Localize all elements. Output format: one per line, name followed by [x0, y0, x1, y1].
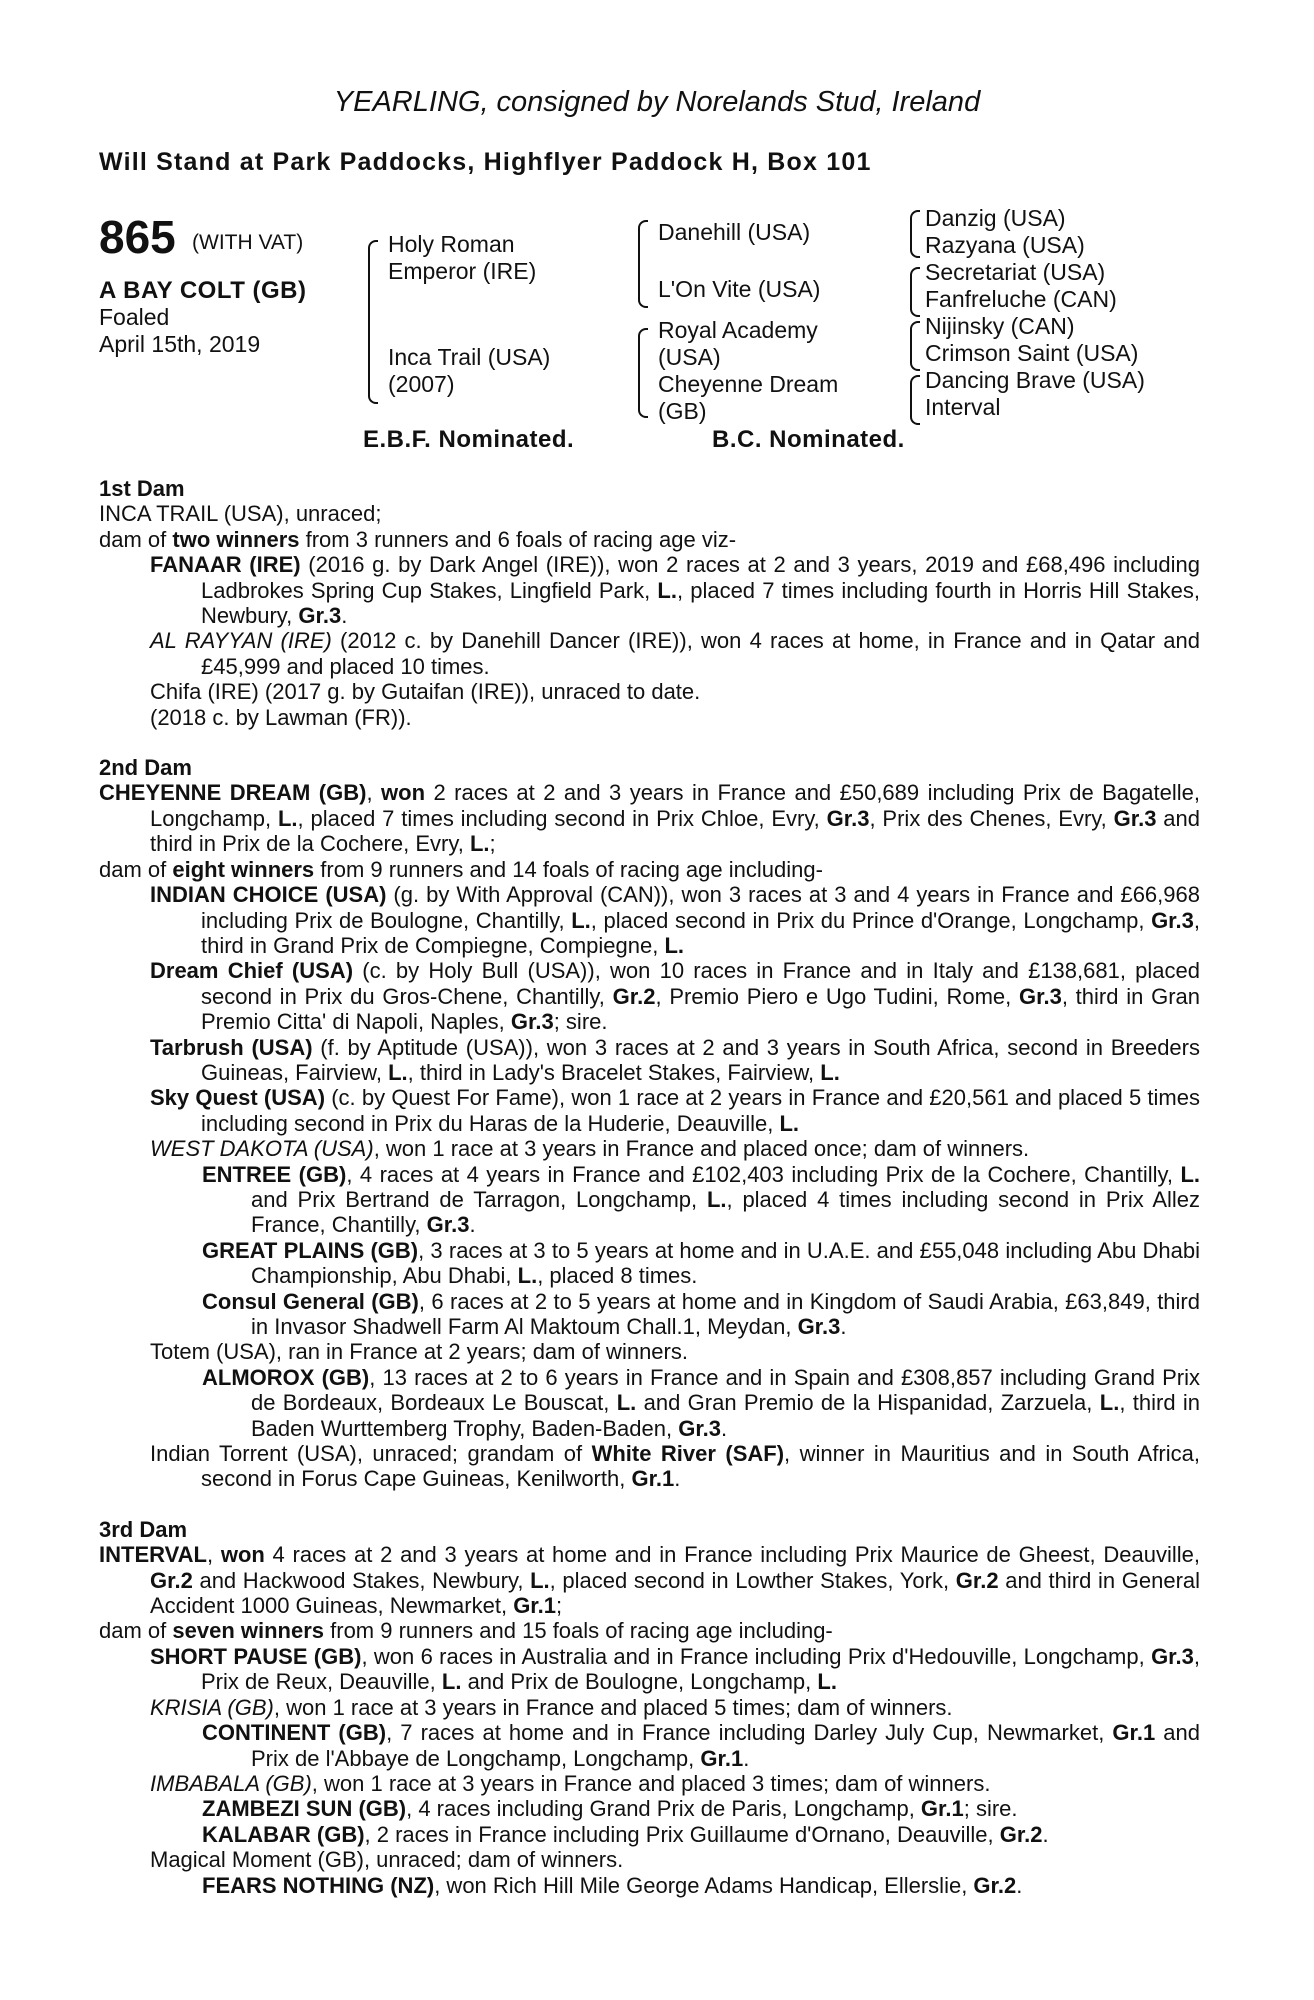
produce-entry: [99, 501, 1200, 526]
produce-entry: [99, 1238, 1200, 1289]
produce-entry: [99, 552, 1200, 628]
text: , 3 races at 3 to 5 years at home and in U.A.E. and £55,048 including Abu Dhabi Championship, Abu Dhabi,: [251, 1237, 1200, 1289]
bold-text: Gr.3: [1151, 907, 1194, 933]
bold-text: Gr.3: [426, 1212, 470, 1238]
bold-text: Gr.2: [999, 1821, 1043, 1847]
text: (2016 g. by Dark Angel (IRE)), won 2 races at 2 and 3 years, 2019 and £68,496 including Ladbrokes Spring Cup Stakes, Lingfield Park,: [201, 552, 1200, 603]
bold-text: Gr.3: [678, 1415, 722, 1441]
produce-entry: [99, 1873, 1200, 1898]
pedigree-sire-dam: L'On Vite (USA): [658, 276, 821, 302]
produce-entry: [99, 1542, 1200, 1618]
bold-text: Gr.1: [513, 1593, 556, 1619]
text: , placed 8 times.: [537, 1263, 698, 1289]
text: , third in Grand Prix de Compiegne, Compiegne,: [201, 907, 1200, 958]
bold-text: L.: [1099, 1390, 1120, 1416]
bold-text: won: [220, 1542, 265, 1568]
text: ,: [206, 1542, 221, 1568]
pedigree-brace-main: [368, 240, 378, 404]
bold-text: Sky Quest (USA): [150, 1085, 326, 1111]
text: , 4 races including Grand Prix de Paris, Longchamp,: [406, 1796, 921, 1822]
produce-entry: [99, 1720, 1200, 1771]
produce-entry: [99, 958, 1200, 1034]
text: , placed 4 times including second in Prix Allez France, Chantilly,: [251, 1186, 1201, 1238]
bold-text: FANAAR (IRE): [150, 552, 301, 578]
bold-text: two winners: [172, 526, 300, 552]
ancestor: Crimson Saint (USA): [925, 340, 1139, 366]
bold-text: L.: [820, 1059, 840, 1085]
text: Magical Moment (GB), unraced; dam of winners.: [150, 1847, 624, 1873]
text: dam of: [99, 1618, 173, 1644]
bold-text: CHEYENNE DREAM (GB): [99, 780, 367, 806]
bold-text: INDIAN CHOICE (USA): [150, 882, 387, 908]
produce-record: [99, 476, 1200, 1898]
text: dam of: [99, 526, 173, 552]
ancestor: Nijinsky (CAN): [925, 313, 1075, 339]
text: and third in General Accident 1000 Guineas, Newmarket,: [150, 1567, 1201, 1619]
bold-text: Gr.3: [797, 1314, 841, 1339]
text: .: [840, 1314, 847, 1339]
text: ,: [366, 780, 382, 806]
produce-entry: [99, 527, 1200, 552]
produce-entry: [99, 1771, 1200, 1796]
text: (2012 c. by Danehill Dancer (IRE)), won 4 races at home, in France and in Qatar and £45,999 and placed 10 times.: [201, 628, 1201, 679]
bold-text: seven winners: [172, 1618, 325, 1644]
text: .: [674, 1466, 681, 1492]
text: dam of: [99, 856, 173, 882]
text: , Premio Piero e Ugo Tudini, Rome,: [655, 983, 1020, 1009]
dam-line: (2007): [388, 371, 455, 397]
italic-text: KRISIA (GB): [150, 1694, 274, 1720]
bold-text: INTERVAL: [99, 1542, 207, 1568]
bold-text: Gr.1: [1112, 1720, 1156, 1746]
bold-text: ALMOROX (GB): [202, 1364, 370, 1390]
ancestor: Interval: [925, 394, 1001, 420]
text: (c. by Quest For Fame), won 1 race at 2 years in France and £20,561 and placed 5 times including second in Prix du Haras de la Huderie, Deauville,: [201, 1085, 1200, 1136]
bold-text: Gr.3: [298, 603, 342, 629]
bold-text: L.: [530, 1567, 550, 1593]
text: , won 6 races in Australia and in France including Prix d'Hedouville, Longchamp,: [361, 1643, 1152, 1669]
text: , third in Baden Wurttemberg Trophy, Baden-Baden,: [251, 1390, 1201, 1441]
bold-text: L.: [517, 1263, 538, 1289]
bold-text: Dream Chief (USA): [150, 958, 354, 984]
dam-dam-line: (GB): [658, 398, 707, 424]
produce-entry: [99, 1365, 1200, 1441]
bold-text: Gr.1: [700, 1745, 744, 1771]
text: , placed 7 times including fourth in Horris Hill Stakes, Newbury,: [201, 577, 1200, 629]
text: ; sire.: [553, 1009, 608, 1035]
bold-text: Gr.2: [955, 1567, 999, 1593]
text: , won 1 race at 3 years in France and placed once; dam of winners.: [373, 1136, 1030, 1162]
produce-entry: [99, 1136, 1200, 1161]
ancestor: Dancing Brave (USA): [925, 367, 1145, 393]
bold-text: L.: [388, 1059, 408, 1085]
pedigree-brace-g3: [910, 267, 920, 317]
text: and third in Prix de la Cochere, Evry,: [150, 805, 1201, 857]
text: from 9 runners and 15 foals of racing age including-: [324, 1618, 833, 1644]
ancestor: Razyana (USA): [925, 232, 1085, 258]
section-heading: 2nd Dam: [99, 755, 192, 781]
bold-text: L.: [706, 1186, 727, 1212]
text: Chifa (IRE) (2017 g. by Gutaifan (IRE)), unraced to date.: [150, 679, 701, 705]
text: , 2 races in France including Prix Guillaume d'Ornano, Deauville,: [364, 1821, 1000, 1847]
italic-text: AL RAYYAN (IRE): [150, 628, 332, 654]
produce-entry: [99, 1644, 1200, 1695]
bold-text: Tarbrush (USA): [150, 1034, 313, 1060]
bold-text: L.: [1180, 1161, 1201, 1187]
produce-entry: [99, 628, 1200, 679]
bold-text: won: [381, 780, 426, 806]
produce-entry: [99, 1085, 1200, 1136]
bold-text: White River (SAF): [591, 1441, 785, 1467]
page-title: YEARLING, consigned by Norelands Stud, Ireland: [333, 86, 981, 118]
pedigree-dam-dam: [658, 371, 838, 425]
pedigree-dam: [388, 344, 550, 398]
bold-text: eight winners: [172, 856, 315, 882]
bold-text: FEARS NOTHING (NZ): [202, 1872, 435, 1898]
pedigree-sire-sire: Danehill (USA): [658, 219, 811, 245]
pedigree-dam-sire: [658, 317, 818, 371]
bold-text: Consul General (GB): [202, 1288, 419, 1314]
dam-sire-line: Royal Academy: [658, 317, 818, 343]
bold-text: Gr.3: [510, 1009, 554, 1035]
bold-text: L.: [664, 932, 685, 958]
text: , won 1 race at 3 years in France and placed 3 times; dam of winners.: [311, 1770, 991, 1796]
pedigree-brace-dam: [638, 328, 648, 418]
ebf-nominated: E.B.F. Nominated.: [363, 426, 575, 453]
sire-line: Holy Roman: [388, 231, 515, 257]
dam-section: [99, 755, 1200, 1492]
text: , won Rich Hill Mile George Adams Handicap, Ellerslie,: [434, 1872, 974, 1898]
text: , 6 races at 2 to 5 years at home and in Kingdom of Saudi Arabia, £63,849, third in Invasor Shadwell Farm Al Maktoum Chall.1, Meydan,: [251, 1288, 1200, 1339]
bold-text: Gr.2: [150, 1567, 193, 1593]
stand-location: Will Stand at Park Paddocks, Highflyer Paddock H, Box 101: [99, 148, 872, 176]
bold-text: Gr.2: [612, 983, 656, 1009]
foaled-label: Foaled: [99, 304, 170, 330]
text: .: [1042, 1821, 1049, 1847]
produce-entry: [99, 1162, 1200, 1238]
text: (2018 c. by Lawman (FR)).: [150, 704, 412, 730]
text: .: [469, 1212, 476, 1238]
text: , Prix des Chenes, Evry,: [869, 805, 1114, 831]
text: .: [743, 1745, 750, 1771]
produce-entry: [99, 1441, 1200, 1492]
pedigree-brace-g3: [910, 210, 920, 258]
bold-text: GREAT PLAINS (GB): [202, 1237, 419, 1263]
pedigree-brace-sire: [638, 220, 648, 308]
pedigree-brace-g3: [910, 321, 920, 371]
text: , 7 races at home and in France including Darley July Cup, Newmarket,: [386, 1720, 1113, 1746]
bc-nominated: B.C. Nominated.: [712, 426, 905, 453]
text: , placed second in Lowther Stakes, York,: [549, 1567, 956, 1593]
text: and Hackwood Stakes, Newbury,: [192, 1567, 531, 1593]
text: , 13 races at 2 to 6 years in France and in Spain and £308,857 including Grand Prix de Bordeaux, Bordeaux Le Bouscat,: [251, 1364, 1201, 1416]
dam-dam-line: Cheyenne Dream: [658, 371, 839, 397]
bold-text: L.: [779, 1110, 799, 1136]
pedigree-sire: [388, 231, 536, 285]
lot-number: 865: [99, 211, 176, 263]
text: , placed second in Prix du Prince d'Orange, Longchamp,: [590, 907, 1152, 933]
dam-section: [99, 1517, 1200, 1898]
bold-text: L.: [571, 907, 591, 933]
produce-entry: [99, 857, 1200, 882]
text: , third in Lady's Bracelet Stakes, Fairview,: [407, 1059, 821, 1085]
bold-text: L.: [817, 1669, 837, 1695]
bold-text: CONTINENT (GB): [202, 1720, 387, 1746]
section-heading: 1st Dam: [99, 476, 185, 501]
text: from 3 runners and 6 foals of racing age viz-: [299, 526, 737, 552]
produce-entry: [99, 780, 1200, 856]
produce-entry: [99, 1695, 1200, 1720]
bold-text: Gr.3: [1151, 1643, 1194, 1669]
section-heading: 3rd Dam: [99, 1516, 188, 1542]
text: Totem (USA), ran in France at 2 years; dam of winners.: [150, 1339, 688, 1365]
text: .: [721, 1415, 728, 1441]
bold-text: ENTREE (GB): [202, 1161, 347, 1187]
bold-text: Gr.1: [920, 1796, 964, 1822]
ancestor: Fanfreluche (CAN): [925, 286, 1117, 312]
foaled-date: April 15th, 2019: [99, 331, 261, 357]
text: , Prix de Reux, Deauville,: [201, 1643, 1200, 1695]
text: and Prix Bertrand de Tarragon, Longchamp,: [251, 1186, 707, 1212]
bold-text: Gr.1: [631, 1466, 675, 1492]
text: INCA TRAIL (USA), unraced;: [99, 501, 382, 527]
bold-text: SHORT PAUSE (GB): [150, 1643, 362, 1669]
produce-entry: [99, 1796, 1200, 1821]
produce-entry: [99, 1618, 1200, 1643]
pedigree-brace-g3: [910, 375, 920, 425]
text: , 4 races at 4 years in France and £102,403 including Prix de la Cochere, Chantilly,: [346, 1161, 1181, 1187]
text: from 9 runners and 14 foals of racing age including-: [314, 856, 823, 882]
bold-text: ZAMBEZI SUN (GB): [202, 1796, 407, 1822]
dam-sire-line: (USA): [658, 344, 721, 370]
bold-text: Gr.3: [826, 805, 870, 831]
produce-entry: [99, 1847, 1200, 1872]
ancestor: Danzig (USA): [925, 205, 1066, 231]
italic-text: WEST DAKOTA (USA): [150, 1136, 374, 1162]
text: 2 races at 2 and 3 years in France and £50,689 including Prix de Bagatelle, Longchamp,: [150, 780, 1200, 831]
text: , won 1 race at 3 years in France and placed 5 times; dam of winners.: [273, 1694, 953, 1720]
text: .: [1016, 1872, 1023, 1898]
text: ;: [556, 1593, 563, 1619]
produce-entry: [99, 1822, 1200, 1847]
vat-note: (WITH VAT): [192, 231, 304, 254]
produce-entry: [99, 1339, 1200, 1364]
text: and Prix de Boulogne, Longchamp,: [461, 1669, 818, 1695]
produce-entry: [99, 679, 1200, 704]
text: 4 races at 2 and 3 years at home and in France including Prix Maurice de Gheest, Deauville,: [264, 1542, 1200, 1568]
text: ;: [489, 831, 496, 857]
produce-entry: [99, 1289, 1200, 1340]
text: .: [341, 603, 348, 629]
produce-entry: [99, 705, 1200, 730]
bold-text: L.: [616, 1390, 637, 1416]
text: , winner in Mauritius and in South Africa, second in Forus Cape Guineas, Kenilworth,: [201, 1441, 1200, 1492]
bold-text: L.: [469, 831, 490, 857]
dam-line: Inca Trail (USA): [388, 344, 551, 370]
text: (f. by Aptitude (USA)), won 3 races at 2 and 3 years in South Africa, second in Breeders Guineas, Fairview,: [201, 1034, 1200, 1085]
text: Indian Torrent (USA), unraced; grandam of: [150, 1441, 592, 1467]
bold-text: Gr.2: [973, 1872, 1017, 1898]
bold-text: L.: [277, 805, 298, 831]
bold-text: L.: [441, 1669, 462, 1695]
text: ; sire.: [963, 1796, 1018, 1822]
bold-text: KALABAR (GB): [202, 1821, 365, 1847]
ancestor: Secretariat (USA): [925, 259, 1106, 285]
bold-text: Gr.3: [1019, 983, 1062, 1009]
text: (g. by With Approval (CAN)), won 3 races at 3 and 4 years in France and £66,968 including Prix de Boulogne, Chantilly,: [201, 882, 1200, 933]
text: and Gran Premio de la Hispanidad, Zarzuela,: [636, 1390, 1100, 1416]
bold-text: L.: [657, 577, 677, 603]
produce-entry: [99, 1035, 1200, 1086]
pedigree-third-generation: [925, 205, 1145, 421]
text: , placed 7 times including second in Prix Chloe, Evry,: [297, 805, 827, 831]
dam-section: [99, 476, 1200, 730]
produce-entry: [99, 882, 1200, 958]
sire-line: Emperor (IRE): [388, 258, 537, 284]
text: and Prix de l'Abbaye de Longchamp, Longchamp,: [251, 1720, 1200, 1771]
text: , third in Gran Premio Citta' di Napoli, Naples,: [201, 983, 1200, 1035]
text: (c. by Holy Bull (USA)), won 10 races in France and in Italy and £138,681, placed second in Prix du Gros-Chene, Chantilly,: [201, 958, 1201, 1009]
italic-text: IMBABALA (GB): [150, 1770, 312, 1796]
horse-name: A BAY COLT (GB): [99, 277, 307, 304]
bold-text: Gr.3: [1113, 805, 1157, 831]
